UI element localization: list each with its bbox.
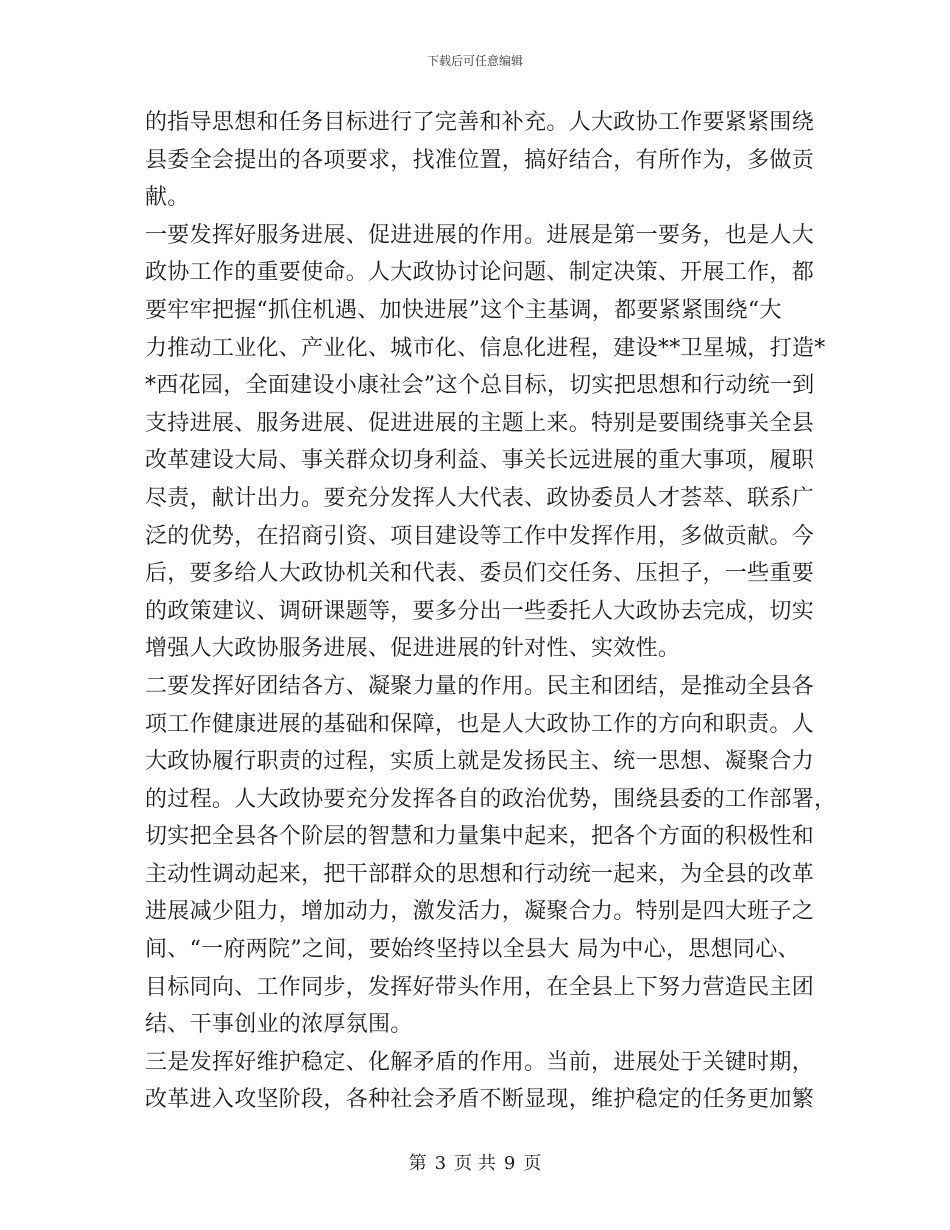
text-line: 的政策建议、调研课题等，要多分出一些委托人大政协去完成，切实	[145, 598, 815, 624]
text-line: 增强人大政协服务进展、促进进展的针对性、实效性。	[145, 636, 681, 662]
text-line: 二要发挥好团结各方、凝聚力量的作用。民主和团结，是推动全县各	[145, 673, 815, 699]
text-line: 切实把全县各个阶层的智慧和力量集中起来，把各个方面的积极性和	[145, 824, 815, 850]
text-line: 支持进展、服务进展、促进进展的主题上来。特别是要围绕事关全县	[145, 410, 815, 436]
text-line: 间、“一府两院”之间，要始终坚持以全县大 局为中心，思想同心、	[145, 937, 800, 963]
text-line: 项工作健康进展的基础和保障，也是人大政协工作的方向和职责。人	[145, 711, 815, 737]
text-line: 县委全会提出的各项要求，找准位置，搞好结合，有所作为，多做贡	[145, 147, 815, 173]
text-line: 的过程。人大政协要充分发挥各自的政治优势，围绕县委的工作部署，	[145, 786, 837, 812]
text-line: 改革进入攻坚阶段，各种社会矛盾不断显现，维护稳定的任务更加繁	[145, 1087, 815, 1113]
text-line: 三是发挥好维护稳定、化解矛盾的作用。当前，进展处于关键时期，	[145, 1049, 815, 1075]
text-line: 大政协履行职责的过程，实质上就是发扬民主、统一思想、凝聚合力	[145, 749, 815, 775]
text-line: 的指导思想和任务目标进行了完善和补充。人大政协工作要紧紧围绕	[145, 110, 815, 135]
page-prefix: 第	[408, 1153, 427, 1174]
text-line: 尽责，献计出力。要充分发挥人大代表、政协委员人才荟萃、联系广	[145, 485, 815, 511]
document-body	[145, 104, 837, 1119]
page-middle: 页 共	[454, 1153, 496, 1174]
page-current-number: 3	[434, 1153, 447, 1174]
page-total-number: 9	[503, 1153, 516, 1174]
text-line: 力推动工业化、产业化、城市化、信息化进程，建设**卫星城，打造*	[145, 335, 826, 361]
text-line: 献。	[145, 185, 190, 211]
text-line: 主动性调动起来，把干部群众的思想和行动统一起来，为全县的改革	[145, 861, 815, 887]
text-line: 后，要多给人大政协机关和代表、委员们交任务、压担子，一些重要	[145, 561, 815, 587]
text-line: 结、干事创业的浓厚氛围。	[145, 1012, 413, 1038]
page-header: 下载后可任意编辑	[426, 54, 523, 68]
page-footer	[0, 1152, 950, 1176]
text-line: 政协工作的重要使命。人大政协讨论问题、制定决策、开展工作，都	[145, 260, 815, 286]
text-line: 改革建设大局、事关群众切身利益、事关长远进展的重大事项，履职	[145, 448, 815, 474]
page-suffix: 页	[523, 1153, 542, 1174]
text-line: 一要发挥好服务进展、促进进展的作用。进展是第一要务，也是人大	[145, 222, 815, 248]
text-line: *西花园，全面建设小康社会”这个总目标，切实把思想和行动统一到	[145, 373, 815, 399]
text-line: 进展减少阻力，增加动力，激发活力，凝聚合力。特别是四大班子之	[145, 899, 815, 925]
text-line: 要牢牢把握“抓住机遇、加快进展”这个主基调，都要紧紧围绕“大	[145, 297, 782, 323]
text-line: 泛的优势，在招商引资、项目建设等工作中发挥作用，多做贡献。今	[145, 523, 815, 549]
text-line: 目标同向、工作同步，发挥好带头作用，在全县上下努力营造民主团	[145, 974, 815, 1000]
